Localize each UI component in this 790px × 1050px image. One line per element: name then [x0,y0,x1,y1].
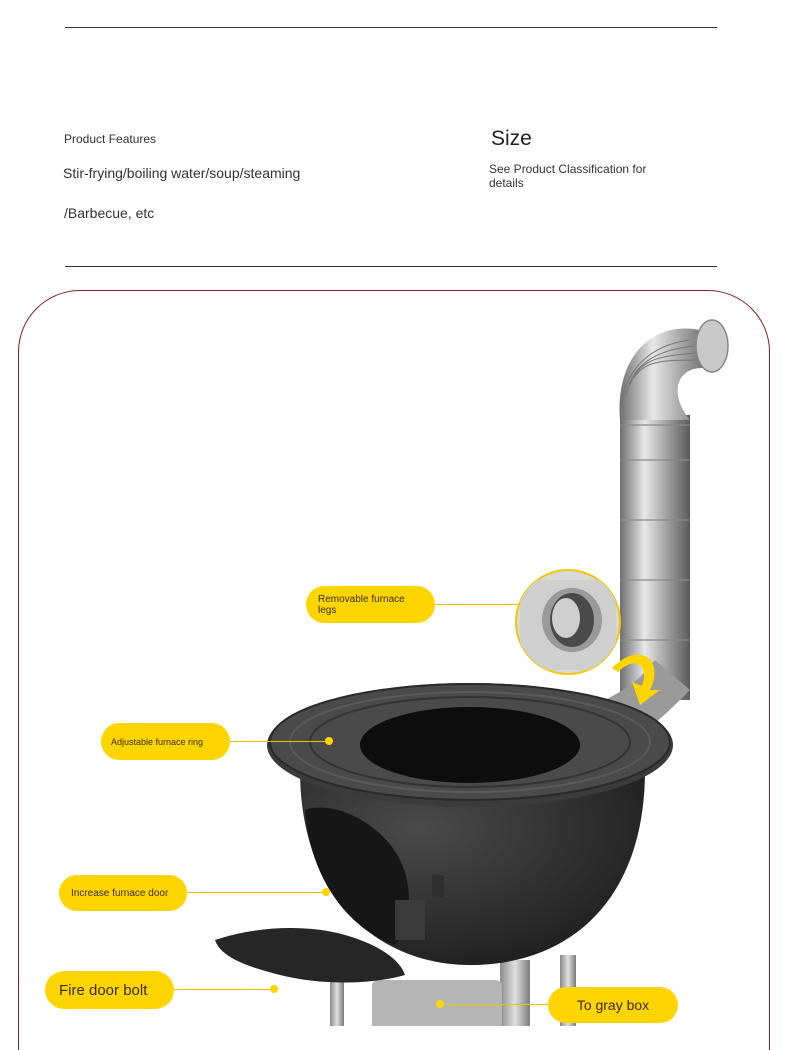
callout-furnace-door-dot [322,888,330,896]
callout-fire-door-bolt-dot [270,985,278,993]
callout-gray-box [548,987,678,1023]
callout-furnace-ring-line [230,741,327,742]
callout-removable-legs [306,586,435,623]
callout-furnace-ring [101,723,230,760]
callout-fire-door-bolt-line [174,989,274,990]
callout-gray-box-line [440,1004,548,1005]
callout-furnace-door [59,875,187,911]
callout-furnace-ring-label: Adjustable furnace ring [111,736,204,747]
callout-furnace-ring-dot [325,737,333,745]
features-line-2: /Barbecue, etc [64,205,155,221]
callout-fire-door-bolt-label: Fire door bolt [59,981,148,999]
chimney-pipe [605,320,728,735]
callout-gray-box-label: To gray box [576,997,650,1013]
furnace-ring [267,683,673,807]
callout-furnace-door-line [187,892,323,893]
legs-detail-inset [516,570,620,674]
features-line-1: Stir-frying/boiling water/soup/steaming [63,165,301,181]
size-label: Size [491,127,532,150]
callout-gray-box-dot [436,1000,444,1008]
callout-removable-legs-label: Removable furnace legs [318,593,405,616]
callout-furnace-door-label: Increase furnace door [71,887,169,899]
size-value: See Product Classification for details [489,162,647,190]
callout-fire-door-bolt [45,971,174,1009]
callout-removable-legs-line [435,604,518,605]
features-label: Product Features [64,132,157,146]
